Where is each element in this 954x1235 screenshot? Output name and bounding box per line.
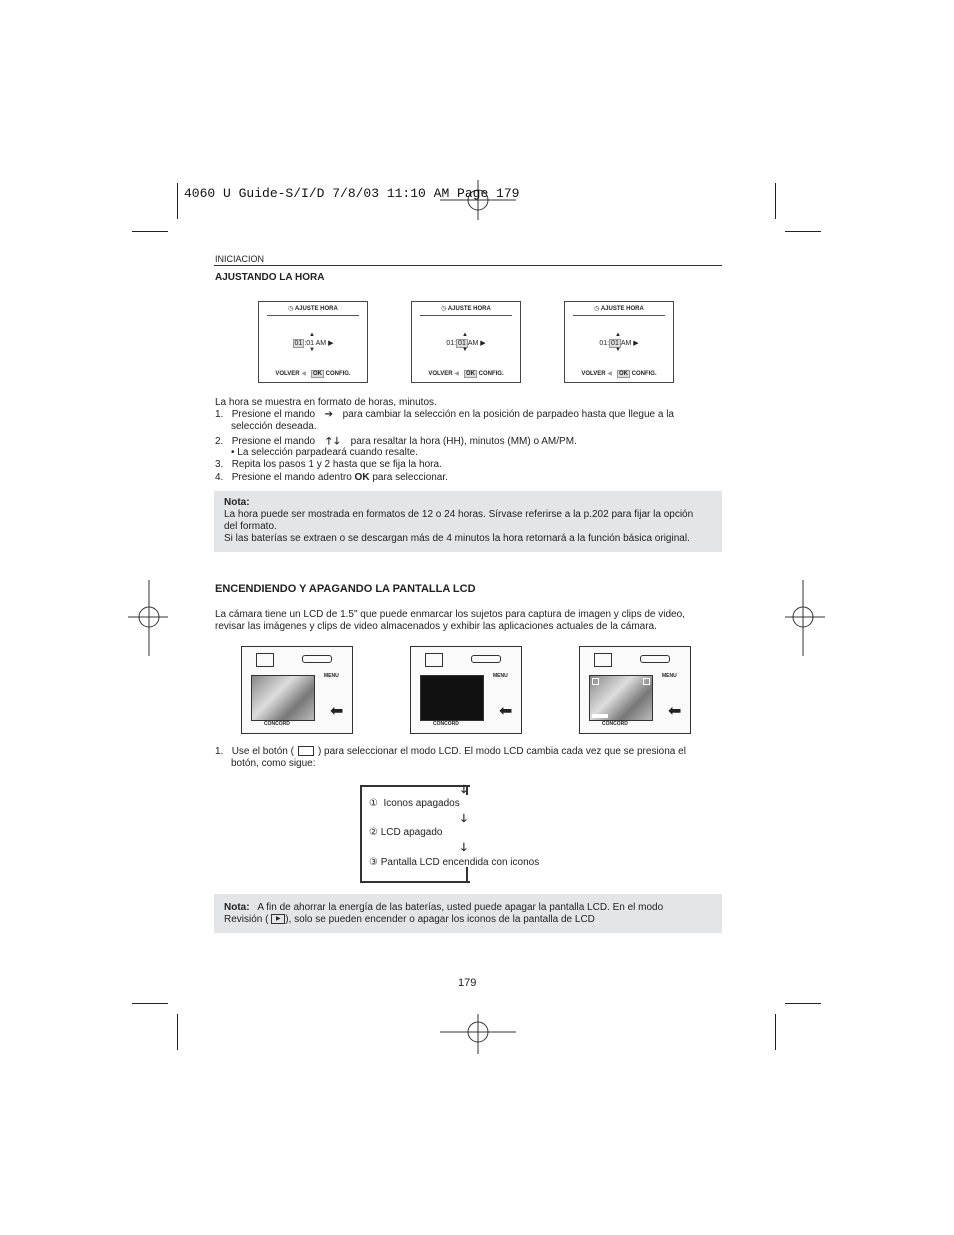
down-arrow-icon: 🡓 xyxy=(461,813,467,825)
camera-illustration: MENU CONCORD ⬅ xyxy=(410,646,522,734)
print-slug: 4060 U Guide-S/I/D 7/8/03 11:10 AM Page 179 xyxy=(184,186,520,201)
time-screen: ◷ AJUSTE HORA ▲ 01: 01 AM ▶ ▼ VOLVER ◀ OK CONFIG. xyxy=(564,301,674,383)
note-label: Nota: xyxy=(224,497,250,508)
crop-mark xyxy=(775,1014,776,1050)
list-item-continued: selección deseada. xyxy=(231,421,317,432)
crop-mark xyxy=(785,231,821,232)
page-number: 179 xyxy=(458,977,477,989)
cycle-step: ③ Pantalla LCD encendida con iconos xyxy=(369,857,540,868)
cycle-step: ② LCD apagado xyxy=(369,827,443,838)
crop-mark xyxy=(775,183,776,219)
time-screen: ◷ AJUSTE HORA ▲ 01: 01 AM ▶ ▼ VOLVER ◀ OK CONFIG. xyxy=(411,301,521,383)
right-arrow-icon: ▶ xyxy=(328,340,334,347)
lcd-photo xyxy=(251,675,315,721)
lcd-off xyxy=(420,675,484,721)
down-arrow-icon: 🡓 xyxy=(461,842,467,854)
camera-illustration: MENU CONCORD ⬅ xyxy=(241,646,353,734)
up-arrow-icon: ▲ xyxy=(309,332,315,338)
pointer-arrow-icon: ⬅ xyxy=(330,703,344,720)
down-arrow-icon: 🡓 xyxy=(461,784,467,796)
right-arrow-icon: ▶ xyxy=(480,340,486,347)
pointer-arrow-icon: ⬅ xyxy=(668,703,682,720)
note-text: La hora puede ser mostrada en formatos de 12 o 24 horas. Sírvase referirse a la p.202 para fijar la opción xyxy=(224,509,694,520)
down-arrow-icon: ▼ xyxy=(462,347,468,353)
lcd-intro: revisar las imágenes y clips de video almacenados y exhibir las aplicaciones actuales de la cámara. xyxy=(215,621,657,632)
clock-icon: ◷ xyxy=(594,306,601,312)
list-item: 4. Presione el mando adentro OK para seleccionar. xyxy=(215,472,448,483)
list-item: 2. Presione el mando 🡑 🡓 para resaltar la hora (HH), minutos (MM) o AM/PM. xyxy=(215,434,577,451)
up-arrow-icon: ▲ xyxy=(462,332,468,338)
note-text: Revisión ( ▶ ), solo se pueden encender o apagar los iconos de la pantalla de LCD xyxy=(224,914,595,925)
crop-mark xyxy=(785,1003,821,1004)
section-title-time: AJUSTANDO LA HORA xyxy=(215,272,325,283)
time-intro: La hora se muestra en formato de horas, minutos. xyxy=(215,397,437,408)
clock-icon: ◷ xyxy=(441,306,448,312)
lcd-button-icon xyxy=(298,746,314,756)
cycle-step: ① Iconos apagados xyxy=(369,798,460,809)
lcd-photo-icons xyxy=(589,675,653,721)
pointer-arrow-icon: ⬅ xyxy=(499,703,513,720)
down-arrow-icon: ▼ xyxy=(615,347,621,353)
list-item: 1. Use el botón ( ) para seleccionar el modo LCD. El modo LCD cambia cada vez que se presiona el xyxy=(215,746,686,757)
crop-mark xyxy=(177,183,178,219)
right-arrow-icon: ➔ xyxy=(324,409,334,420)
note-text: del formato. xyxy=(224,521,277,532)
list-bullet: • La selección parpadeará cuando resalte. xyxy=(231,447,418,458)
note-box xyxy=(214,894,722,933)
section-title-lcd: ENCENDIENDO Y APAGANDO LA PANTALLA LCD xyxy=(215,583,476,595)
section-divider xyxy=(214,265,722,266)
note-text: Si las baterías se extraen o se descargan más de 4 minutos la hora retornará a la función básica original. xyxy=(224,533,690,544)
crop-mark xyxy=(177,1014,178,1050)
note-text: Nota: A fin de ahorrar la energía de las baterías, usted puede apagar la pantalla LCD. En el modo xyxy=(224,902,664,913)
lcd-intro: La cámara tiene un LCD de 1.5" que puede enmarcar los sujetos para captura de imagen y clips de video, xyxy=(215,609,685,620)
up-arrow-icon: ▲ xyxy=(615,332,621,338)
note-box xyxy=(214,491,722,552)
right-arrow-icon: ▶ xyxy=(633,340,639,347)
registration-mark-icon xyxy=(128,580,168,656)
time-screen: ◷ AJUSTE HORA ▲ 01 :01 AM ▶ ▼ VOLVER ◀ OK CONFIG. xyxy=(258,301,368,383)
registration-mark-icon xyxy=(440,1014,516,1054)
list-item: 1. Presione el mando ➔ para cambiar la selección en la posición de parpadeo hasta que llegue a la xyxy=(215,409,674,420)
down-arrow-icon: ▼ xyxy=(309,347,315,353)
playback-icon: ▶ xyxy=(271,914,285,924)
section-label: INICIACION xyxy=(215,254,265,264)
crop-mark xyxy=(132,1003,168,1004)
list-item-continued: botón, como sigue: xyxy=(231,758,316,769)
list-item: 3. Repita los pasos 1 y 2 hasta que se fija la hora. xyxy=(215,459,442,470)
clock-icon: ◷ xyxy=(288,306,295,312)
up-down-arrow-icon: 🡑 🡓 xyxy=(326,436,340,447)
crop-mark xyxy=(132,231,168,232)
camera-illustration: MENU CONCORD ⬅ xyxy=(579,646,691,734)
registration-mark-icon xyxy=(785,580,825,656)
